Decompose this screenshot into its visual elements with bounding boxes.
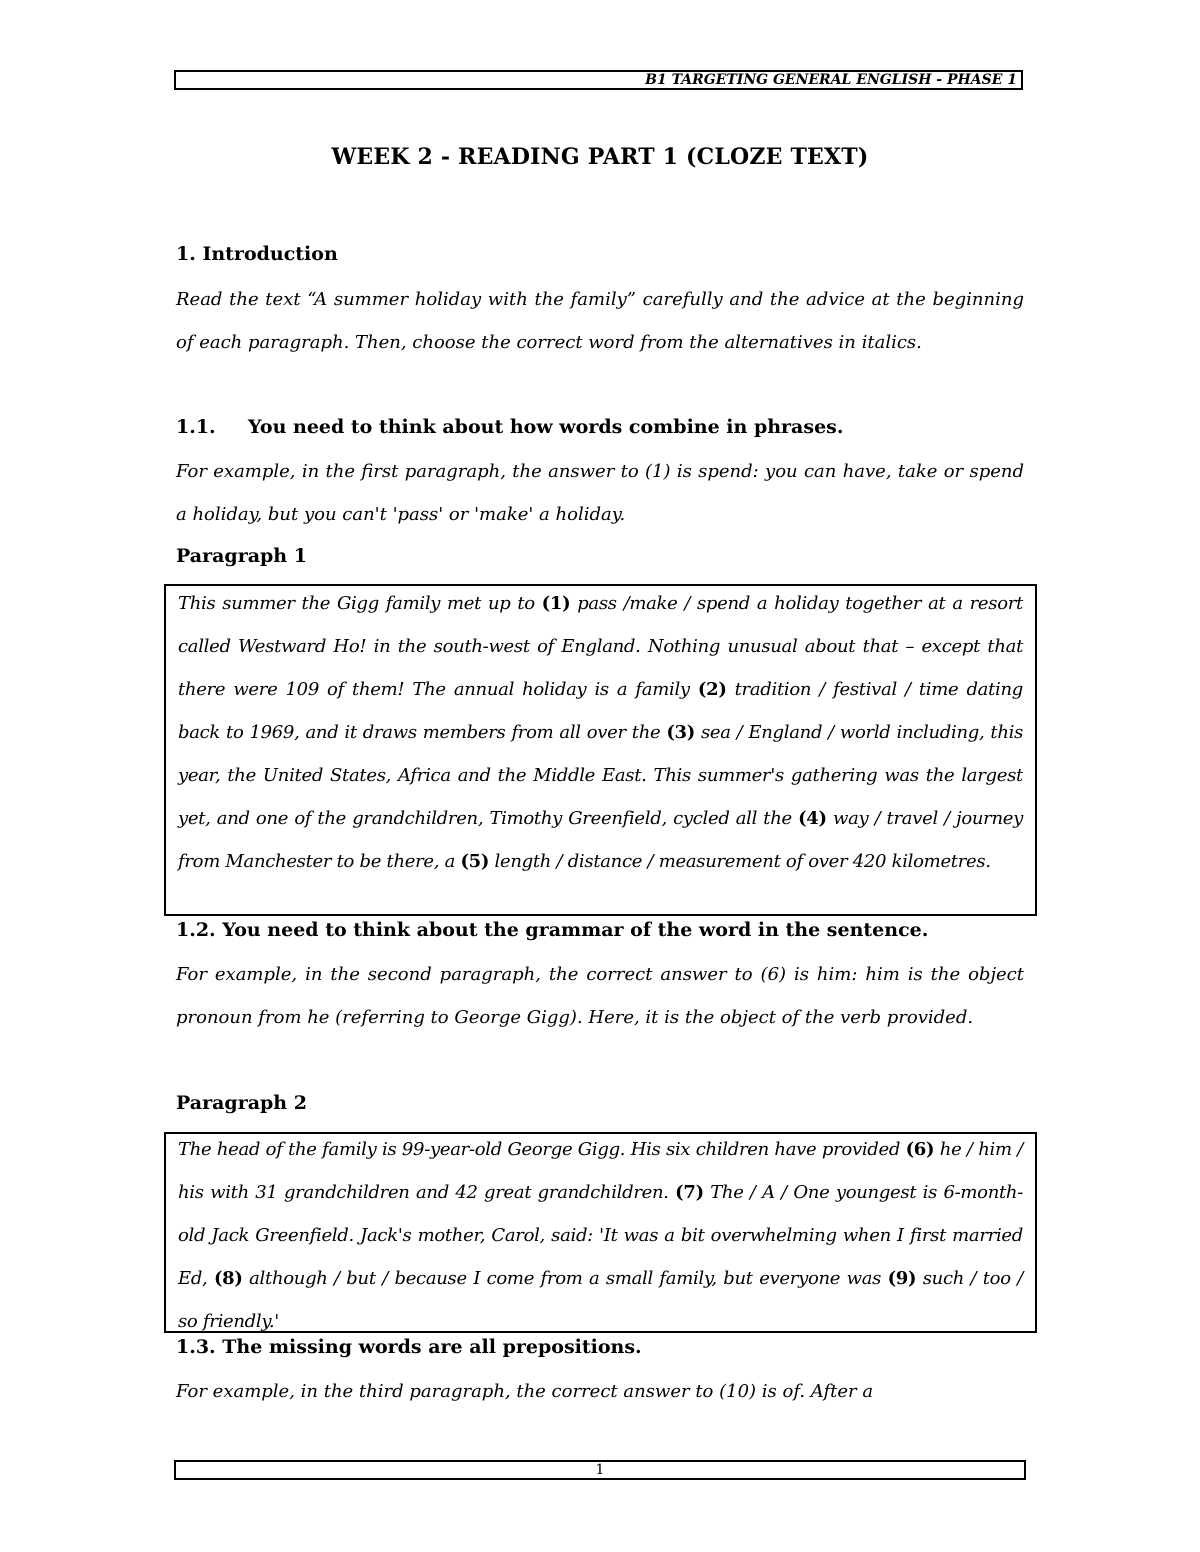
intro-text: Read the text “A summer holiday with the family” carefully and the advice at the beginning of each paragraph. Then, choose the correct word from the alternatives in italics.	[176, 289, 1024, 353]
paragraph-2-heading: Paragraph 2	[176, 1092, 307, 1114]
paragraph-2-box	[164, 1132, 1037, 1333]
paragraph-1-heading: Paragraph 1	[176, 545, 307, 567]
running-header	[174, 70, 1023, 90]
section-1-1-title: You need to think about how words combine in phrases.	[248, 416, 844, 438]
section-1-3-heading: 1.3. The missing words are all prepositions.	[176, 1336, 642, 1358]
section-1-2-text: For example, in the second paragraph, the correct answer to (6) is him: him is the object pronoun from he (referring to George Gigg). Here, it is the object of the verb provided.	[176, 964, 1024, 1028]
section-1-1-number: 1.1.	[176, 416, 216, 438]
page-footer	[174, 1460, 1026, 1480]
gap-2: (2)	[697, 679, 727, 700]
gap-1: (1)	[541, 593, 571, 614]
page-title: WEEK 2 - READING PART 1 (CLOZE TEXT)	[331, 144, 869, 170]
gap-6: (6)	[905, 1139, 935, 1160]
section-1-2-heading: 1.2. You need to think about the grammar of the word in the sentence.	[176, 919, 929, 941]
intro-heading: 1. Introduction	[176, 243, 338, 265]
gap-4: (4)	[798, 808, 827, 829]
paragraph-1-text: This summer the Gigg family met up to (1) pass /make / spend a holiday together at a resort called Westward Ho! in the south-west of England. Nothing unusual about that – except that there were 109 of them! The annual holiday is a family (2) tradition / festival / time dating back to 1969, and it draws members from all over the (3) sea / England / world including, this year, the United States, Africa and the Middle East. This summer's gathering was the largest yet, and one of the grandchildren, Timothy Greenfield, cycled all the (4) way / travel / journey from Manchester to be there, a (5) length / distance / measurement of over 420 kilometres.	[178, 593, 1024, 872]
gap-7: (7)	[675, 1182, 704, 1203]
paragraph-1-box	[164, 584, 1037, 916]
section-1-3-text: For example, in the third paragraph, the correct answer to (10) is of. After a	[176, 1381, 874, 1402]
gap-9: (9)	[887, 1268, 917, 1289]
page-number: 1	[595, 1462, 605, 1478]
gap-3: (3)	[666, 722, 695, 743]
section-1-1-text: For example, in the first paragraph, the answer to (1) is spend: you can have, take or spend a holiday, but you can't 'pass' or 'make' a holiday.	[176, 461, 1024, 525]
paragraph-2-text: The head of the family is 99-year-old George Gigg. His six children have provided (6) he / him / his with 31 grandchildren and 42 great grandchildren. (7) The / A / One youngest is 6-month-old Jack Greenfield. Jack's mother, Carol, said: 'It was a bit overwhelming when I first married Ed, (8) although / but / because I come from a small family, but everyone was (9) such / too / so friendly.'	[178, 1139, 1023, 1332]
section-1-1-heading	[176, 416, 1036, 438]
gap-5: (5)	[460, 851, 490, 872]
header-text: B1 TARGETING GENERAL ENGLISH - PHASE 1	[645, 72, 1017, 88]
gap-8: (8)	[213, 1268, 243, 1289]
